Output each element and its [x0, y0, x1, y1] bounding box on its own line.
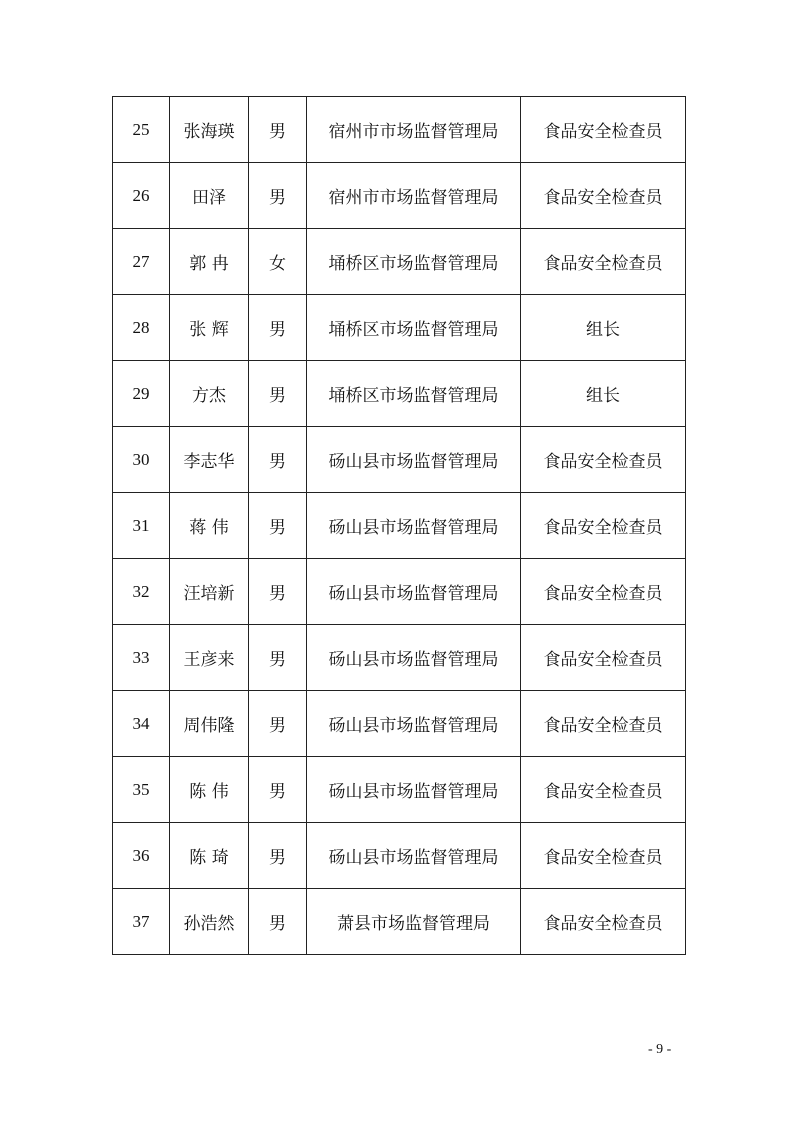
row-number-cell: 34 — [113, 691, 170, 757]
personnel-table — [112, 96, 686, 955]
organization-cell: 宿州市市场监督管理局 — [307, 163, 521, 229]
gender-cell: 男 — [249, 427, 307, 493]
name-cell: 周伟隆 — [170, 691, 249, 757]
row-number-cell: 27 — [113, 229, 170, 295]
role-cell: 食品安全检查员 — [521, 97, 686, 163]
row-number-cell: 29 — [113, 361, 170, 427]
organization-cell: 砀山县市场监督管理局 — [307, 691, 521, 757]
organization-cell: 萧县市场监督管理局 — [307, 889, 521, 955]
gender-cell: 男 — [249, 163, 307, 229]
table-row — [113, 757, 686, 823]
name-cell: 李志华 — [170, 427, 249, 493]
table-row — [113, 493, 686, 559]
row-number-cell: 36 — [113, 823, 170, 889]
gender-cell: 男 — [249, 97, 307, 163]
gender-cell: 男 — [249, 757, 307, 823]
role-cell: 食品安全检查员 — [521, 757, 686, 823]
table-row — [113, 625, 686, 691]
role-cell: 食品安全检查员 — [521, 559, 686, 625]
role-cell: 食品安全检查员 — [521, 625, 686, 691]
role-cell: 组长 — [521, 361, 686, 427]
role-cell: 食品安全检查员 — [521, 691, 686, 757]
table-row — [113, 295, 686, 361]
gender-cell: 男 — [249, 559, 307, 625]
row-number-cell: 37 — [113, 889, 170, 955]
gender-cell: 男 — [249, 691, 307, 757]
role-cell: 食品安全检查员 — [521, 427, 686, 493]
table-row — [113, 691, 686, 757]
organization-cell: 埇桥区市场监督管理局 — [307, 295, 521, 361]
personnel-table-body — [113, 97, 686, 955]
role-cell: 食品安全检查员 — [521, 163, 686, 229]
row-number-cell: 32 — [113, 559, 170, 625]
name-cell: 王彦来 — [170, 625, 249, 691]
row-number-cell: 31 — [113, 493, 170, 559]
row-number-cell: 30 — [113, 427, 170, 493]
table-row — [113, 823, 686, 889]
gender-cell: 男 — [249, 889, 307, 955]
organization-cell: 砀山县市场监督管理局 — [307, 493, 521, 559]
row-number-cell: 33 — [113, 625, 170, 691]
organization-cell: 宿州市市场监督管理局 — [307, 97, 521, 163]
organization-cell: 埇桥区市场监督管理局 — [307, 229, 521, 295]
name-cell: 孙浩然 — [170, 889, 249, 955]
row-number-cell: 35 — [113, 757, 170, 823]
table-row — [113, 97, 686, 163]
gender-cell: 男 — [249, 625, 307, 691]
gender-cell: 男 — [249, 823, 307, 889]
name-cell: 方杰 — [170, 361, 249, 427]
role-cell: 组长 — [521, 295, 686, 361]
table-row — [113, 889, 686, 955]
name-cell: 郭 冉 — [170, 229, 249, 295]
organization-cell: 砀山县市场监督管理局 — [307, 625, 521, 691]
page-number: - 9 - — [648, 1042, 672, 1057]
organization-cell: 砀山县市场监督管理局 — [307, 559, 521, 625]
name-cell: 张海瑛 — [170, 97, 249, 163]
name-cell: 陈 琦 — [170, 823, 249, 889]
role-cell: 食品安全检查员 — [521, 889, 686, 955]
table-row — [113, 559, 686, 625]
organization-cell: 砀山县市场监督管理局 — [307, 427, 521, 493]
name-cell: 蒋 伟 — [170, 493, 249, 559]
role-cell: 食品安全检查员 — [521, 823, 686, 889]
row-number-cell: 26 — [113, 163, 170, 229]
organization-cell: 埇桥区市场监督管理局 — [307, 361, 521, 427]
table-row — [113, 361, 686, 427]
name-cell: 张 辉 — [170, 295, 249, 361]
row-number-cell: 25 — [113, 97, 170, 163]
organization-cell: 砀山县市场监督管理局 — [307, 823, 521, 889]
organization-cell: 砀山县市场监督管理局 — [307, 757, 521, 823]
gender-cell: 男 — [249, 295, 307, 361]
name-cell: 田泽 — [170, 163, 249, 229]
role-cell: 食品安全检查员 — [521, 493, 686, 559]
row-number-cell: 28 — [113, 295, 170, 361]
table-row — [113, 163, 686, 229]
gender-cell: 女 — [249, 229, 307, 295]
gender-cell: 男 — [249, 493, 307, 559]
role-cell: 食品安全检查员 — [521, 229, 686, 295]
table-row — [113, 427, 686, 493]
table-row — [113, 229, 686, 295]
gender-cell: 男 — [249, 361, 307, 427]
name-cell: 陈 伟 — [170, 757, 249, 823]
name-cell: 汪培新 — [170, 559, 249, 625]
